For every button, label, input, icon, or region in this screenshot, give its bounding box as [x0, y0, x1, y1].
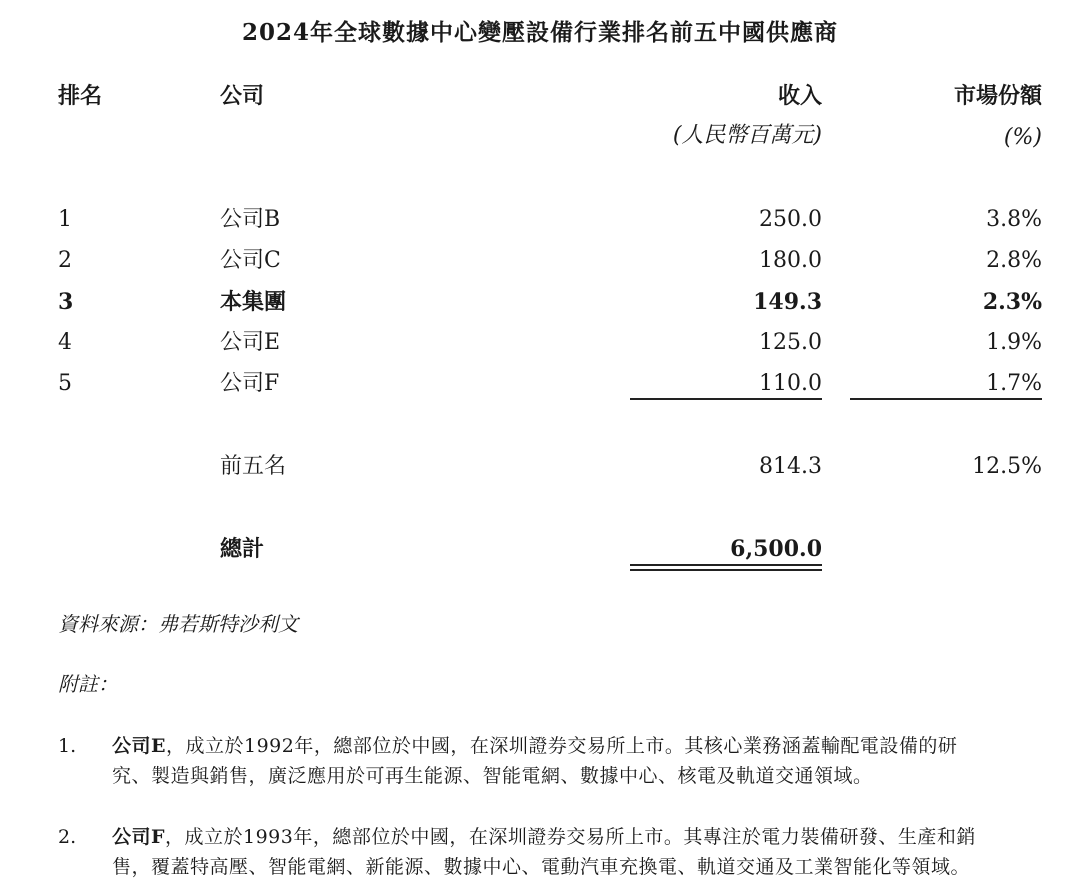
company-cell: 本集團 [220, 289, 287, 315]
top-five-revenue: 814.3 [759, 454, 822, 479]
revenue-cell: 110.0 [759, 371, 822, 396]
note-number: 1. [58, 735, 77, 757]
share-cell: 1.7% [986, 371, 1042, 396]
company-cell: 公司E [220, 330, 281, 355]
top-five-label: 前五名 [220, 454, 287, 479]
company-cell: 公司C [220, 248, 281, 273]
document-title: 2024年全球數據中心變壓設備行業排名前五中國供應商 [241, 19, 838, 46]
rank-cell: 2 [58, 248, 72, 273]
rank-cell: 4 [58, 330, 72, 355]
note-text-line2: 究、製造與銷售，廣泛應用於可再生能源、智能電網、數據中心、核電及軌道交通領域。 [112, 765, 873, 787]
note-text-line1: ，成立於1993年，總部位於中國，在深圳證券交易所上市。其專注於電力裝備研發、生產和銷 [165, 826, 976, 848]
share-cell: 2.8% [986, 248, 1042, 273]
top-five-share: 12.5% [972, 454, 1042, 479]
share-cell: 2.3% [982, 289, 1042, 315]
note-number: 2. [58, 826, 77, 848]
share-cell: 1.9% [986, 330, 1042, 355]
source-note: 資料來源：弗若斯特沙利文 [58, 612, 298, 636]
rank-cell: 1 [58, 207, 72, 232]
revenue-cell: 125.0 [759, 330, 822, 355]
header-share: 市場份額 [953, 83, 1042, 109]
note-text-line2: 售，覆蓋特高壓、智能電網、新能源、數據中心、電動汽車充換電、軌道交通及工業智能化等領域。 [112, 856, 971, 878]
total-label: 總計 [220, 536, 265, 562]
header-revenue: 收入 [777, 83, 822, 109]
note-company: 公司F [112, 826, 165, 848]
header-share-unit: (%) [1003, 125, 1042, 150]
company-cell: 公司B [220, 207, 281, 232]
note-text-line1: ，成立於1992年，總部位於中國，在深圳證券交易所上市。其核心業務涵蓋輸配電設備的研 [165, 735, 958, 757]
company-cell: 公司F [220, 371, 280, 396]
header-company: 公司 [220, 83, 265, 109]
revenue-cell: 180.0 [759, 248, 822, 273]
rank-cell: 5 [58, 371, 72, 396]
subtotal-rule-revenue [630, 398, 822, 400]
revenue-cell: 250.0 [759, 207, 822, 232]
revenue-cell: 149.3 [753, 289, 822, 315]
notes-heading: 附註： [58, 672, 118, 696]
header-revenue-unit: (人民幣百萬元) [672, 123, 822, 148]
note-line [112, 731, 957, 761]
total-double-rule [630, 564, 822, 571]
rank-cell: 3 [58, 289, 74, 315]
note-company: 公司E [112, 735, 166, 757]
total-revenue: 6,500.0 [730, 536, 822, 562]
note-line [112, 822, 976, 852]
subtotal-rule-share [850, 398, 1042, 400]
header-rank: 排名 [58, 83, 103, 109]
share-cell: 3.8% [986, 207, 1042, 232]
